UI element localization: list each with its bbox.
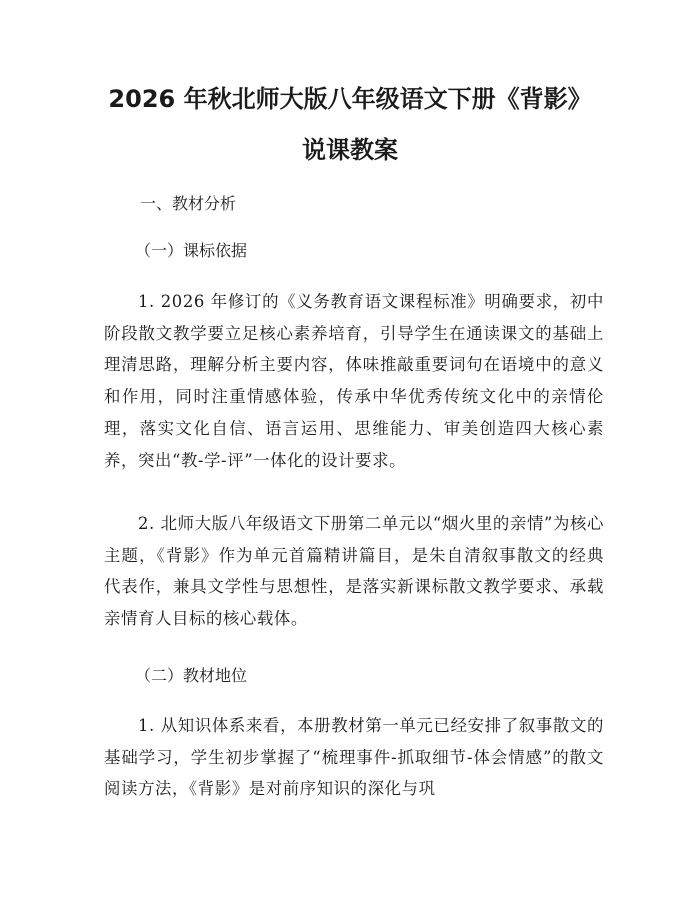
paragraph-knowledge-system: 1. 从知识体系来看，本册教材第一单元已经安排了叙事散文的基础学习，学生初步掌握了“梳理事件-抓取细节-体会情感”的散文阅读方法，《背影》是对前序知识的深化与巩 xyxy=(104,716,604,799)
document-title-line1: 2026 年秋北师大版八年级语文下册《背影》 xyxy=(108,85,592,113)
document-title-line2: 说课教案 xyxy=(302,136,398,164)
section-heading-textbook-analysis: 一、教材分析 xyxy=(140,194,237,213)
subsection-heading-curriculum-basis: （一）课标依据 xyxy=(135,241,248,260)
paragraph-curriculum-standard: 1. 2026 年修订的《义务教育语文课程标准》明确要求，初中阶段散文教学要立足核心素养培育，引导学生在通读课文的基础上理清思路，理解分析主要内容，体味推敲重要词句在语境中的意义和作用，同时注重情感体验，传承中华优秀传统文化中的亲情伦理，落实文化自信、语言运用、思维能力、审美创造四大核心素养，突出“教-学-评”一体化的设计要求。 xyxy=(104,292,604,470)
subsection-heading-textbook-position: （二）教材地位 xyxy=(135,666,248,685)
paragraph-unit-theme: 2. 北师大版八年级语文下册第二单元以“烟火里的亲情”为核心主题，《背影》作为单元首篇精讲篇目，是朱自清叙事散文的经典代表作，兼具文学性与思想性，是落实新课标散文教学要求、承载亲情育人目标的核心载体。 xyxy=(104,514,604,629)
